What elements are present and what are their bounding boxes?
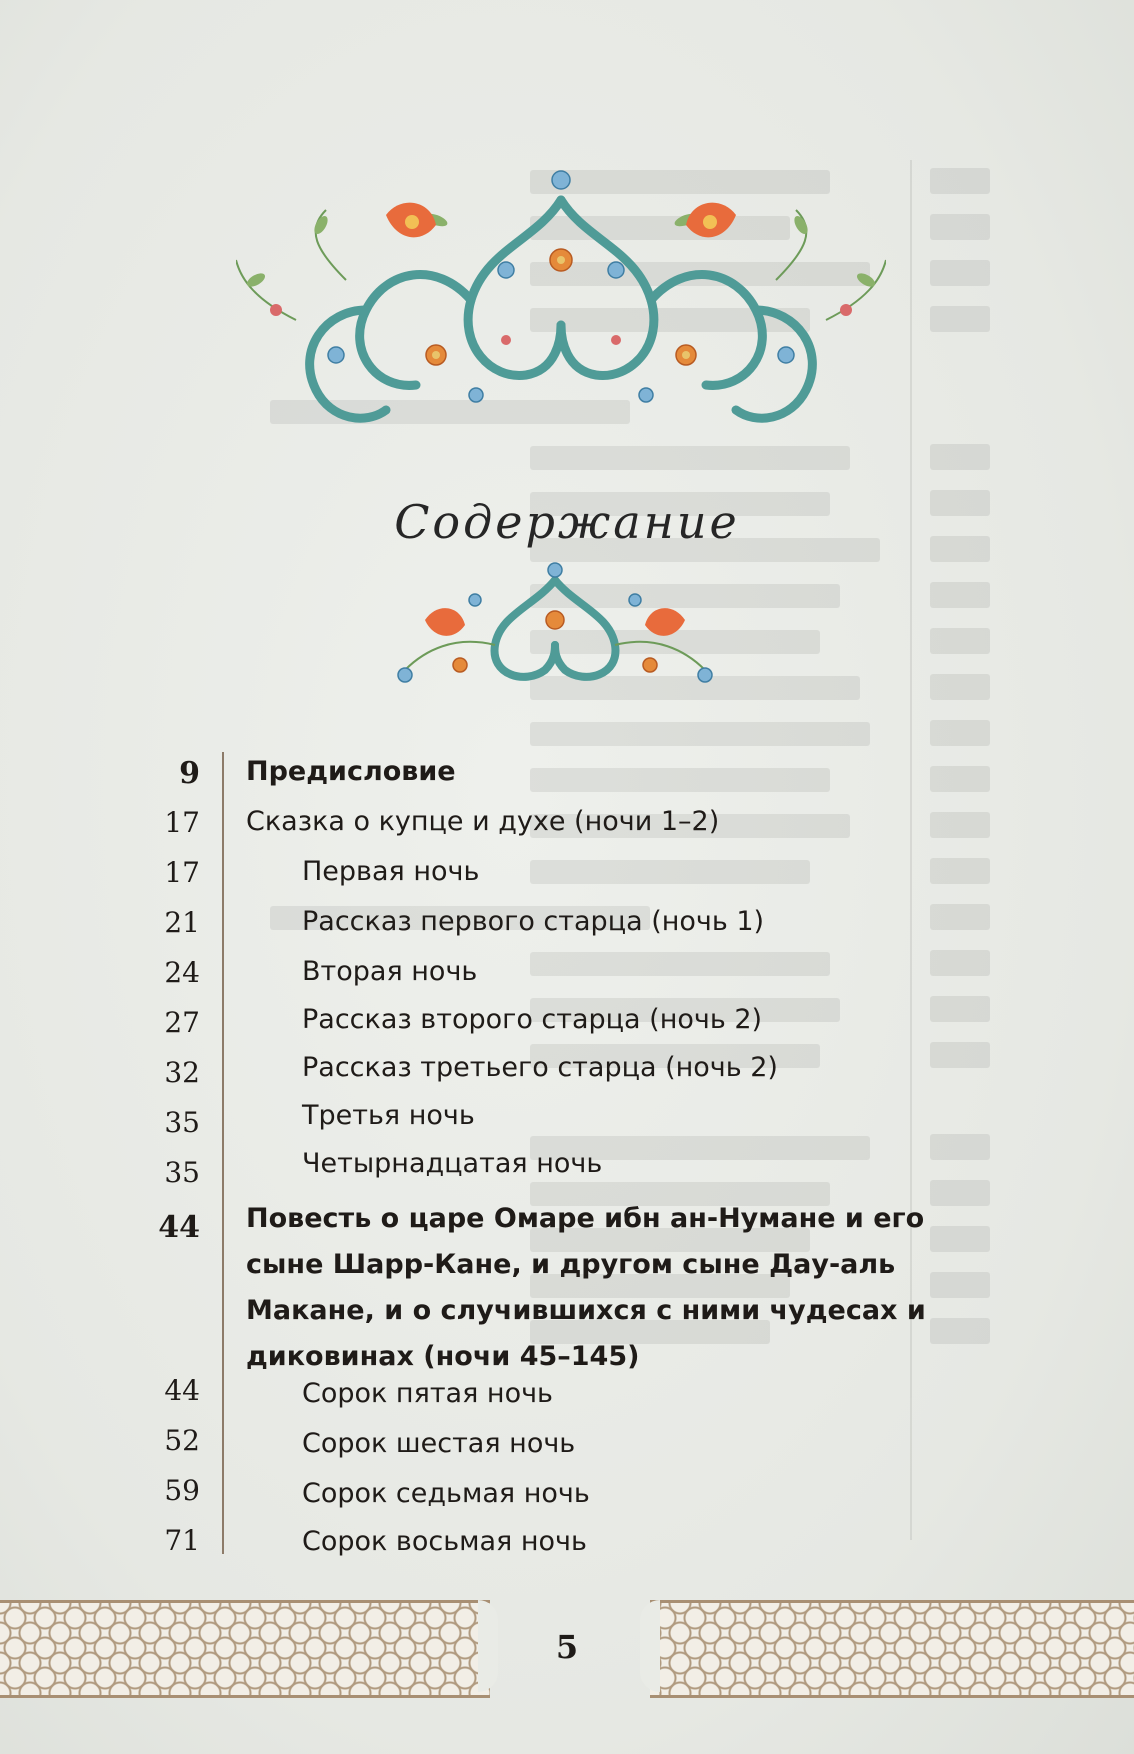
toc-page-number: 32 — [164, 1056, 200, 1089]
toc-entry[interactable]: Первая ночь — [302, 856, 480, 887]
toc-entry[interactable]: Сорок седьмая ночь — [302, 1478, 590, 1509]
toc-page-number: 71 — [164, 1524, 200, 1557]
toc-entry[interactable]: Сорок восьмая ночь — [302, 1526, 587, 1557]
toc-page-number: 17 — [164, 806, 200, 839]
toc-entry[interactable]: Рассказ третьего старца (ночь 2) — [302, 1052, 778, 1083]
page-number: 5 — [555, 1628, 579, 1666]
toc-page-number: 17 — [164, 856, 200, 889]
toc-entry[interactable]: Сорок шестая ночь — [302, 1428, 576, 1459]
toc-entry[interactable]: Третья ночь — [302, 1100, 475, 1131]
toc-page-number: 52 — [164, 1424, 200, 1457]
toc-page-number: 59 — [164, 1474, 200, 1507]
toc-page-number: 9 — [179, 756, 200, 791]
toc-entry[interactable]: Предисловие — [246, 756, 456, 787]
toc-entry[interactable]: Четырнадцатая ночь — [302, 1148, 603, 1179]
toc-page-number: 27 — [164, 1006, 200, 1039]
page-title: Содержание — [394, 495, 740, 549]
toc-page-number: 44 — [158, 1210, 200, 1245]
toc-entry[interactable]: Рассказ первого старца (ночь 1) — [302, 906, 765, 937]
toc-entry[interactable]: Повесть о царе Омаре ибн ан-Нумане и его сыне Шарр-Кане, и другом сыне Дау-аль Макане, и о случившихся с ними чудесах и диковинах (ночи 45–145) — [246, 1203, 926, 1372]
toc-page-number: 35 — [164, 1106, 200, 1139]
toc-divider — [222, 752, 224, 1554]
toc-entry[interactable]: Сказка о купце и духе (ночи 1–2) — [246, 806, 720, 837]
toc-entry[interactable]: Вторая ночь — [302, 956, 478, 987]
toc-page-number: 24 — [164, 956, 200, 989]
toc-page-number: 21 — [164, 906, 200, 939]
toc-entry[interactable]: Сорок пятая ночь — [302, 1378, 553, 1409]
toc-entry[interactable]: Рассказ второго старца (ночь 2) — [302, 1004, 763, 1035]
toc-page-number: 35 — [164, 1156, 200, 1189]
toc-page-number: 44 — [164, 1374, 200, 1407]
